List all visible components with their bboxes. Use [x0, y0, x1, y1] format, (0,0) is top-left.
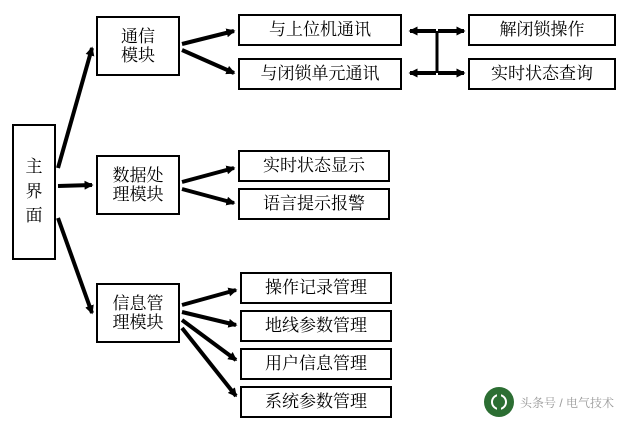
node-realtime-status-display[interactable]	[238, 150, 390, 182]
edge-comm-lock	[182, 50, 234, 73]
node-data-processing-module-line-2: 理模块	[112, 185, 164, 204]
edge-main-comm	[58, 48, 92, 168]
node-realtime-status-query[interactable]	[468, 58, 616, 90]
node-communication-module-line-2: 模块	[121, 46, 155, 65]
node-realtime-status-display-label: 实时状态显示	[263, 156, 365, 176]
node-operation-record-management-label: 操作记录管理	[265, 278, 367, 298]
node-main-interface[interactable]	[12, 124, 56, 260]
edge-data-statusdisplay	[182, 168, 234, 182]
qi-logo-icon	[484, 387, 514, 417]
node-user-info-management-label: 用户信息管理	[265, 354, 367, 374]
edge-main-info	[58, 218, 92, 313]
watermark	[484, 387, 614, 417]
node-ground-wire-parameter-management[interactable]	[240, 310, 392, 342]
node-information-management-module-line-2: 理模块	[112, 313, 164, 332]
node-user-info-management[interactable]	[240, 348, 392, 380]
watermark-text: 头条号 / 电气技术	[519, 395, 614, 410]
node-lock-unit-comm[interactable]	[238, 58, 402, 90]
node-main-interface-line-1: 主	[25, 157, 43, 177]
node-upper-computer-comm[interactable]	[238, 14, 402, 46]
node-main-interface-line-2: 界	[25, 181, 43, 201]
node-data-processing-module-line-1: 数据处	[112, 165, 164, 185]
node-realtime-status-query-label: 实时状态查询	[491, 64, 593, 84]
edge-info-ground	[182, 312, 236, 325]
node-data-processing-module[interactable]	[96, 155, 180, 215]
node-voice-alarm-prompt[interactable]	[238, 188, 390, 220]
node-main-interface-line-3: 面	[25, 206, 43, 226]
node-upper-computer-comm-label: 与上位机通讯	[269, 20, 371, 40]
edge-main-data	[58, 185, 92, 186]
node-operation-record-management[interactable]	[240, 272, 392, 304]
node-voice-alarm-prompt-label: 语言提示报警	[263, 194, 365, 214]
node-lock-unit-comm-label: 与闭锁单元通讯	[260, 64, 380, 84]
node-unlock-operation-label: 解闭锁操作	[499, 20, 585, 40]
edge-comm-upper	[182, 31, 234, 44]
node-system-parameter-management-label: 系统参数管理	[265, 392, 367, 412]
node-ground-wire-parameter-management-label: 地线参数管理	[265, 316, 367, 336]
node-information-management-module-line-1: 信息管	[112, 293, 164, 313]
node-communication-module-line-1: 通信	[121, 26, 155, 46]
node-system-parameter-management[interactable]	[240, 386, 392, 418]
node-unlock-operation[interactable]	[468, 14, 616, 46]
node-information-management-module[interactable]	[96, 283, 180, 343]
node-communication-module[interactable]	[96, 16, 180, 76]
edge-info-oprecord	[182, 290, 236, 305]
edge-data-voicealarm	[182, 189, 234, 203]
